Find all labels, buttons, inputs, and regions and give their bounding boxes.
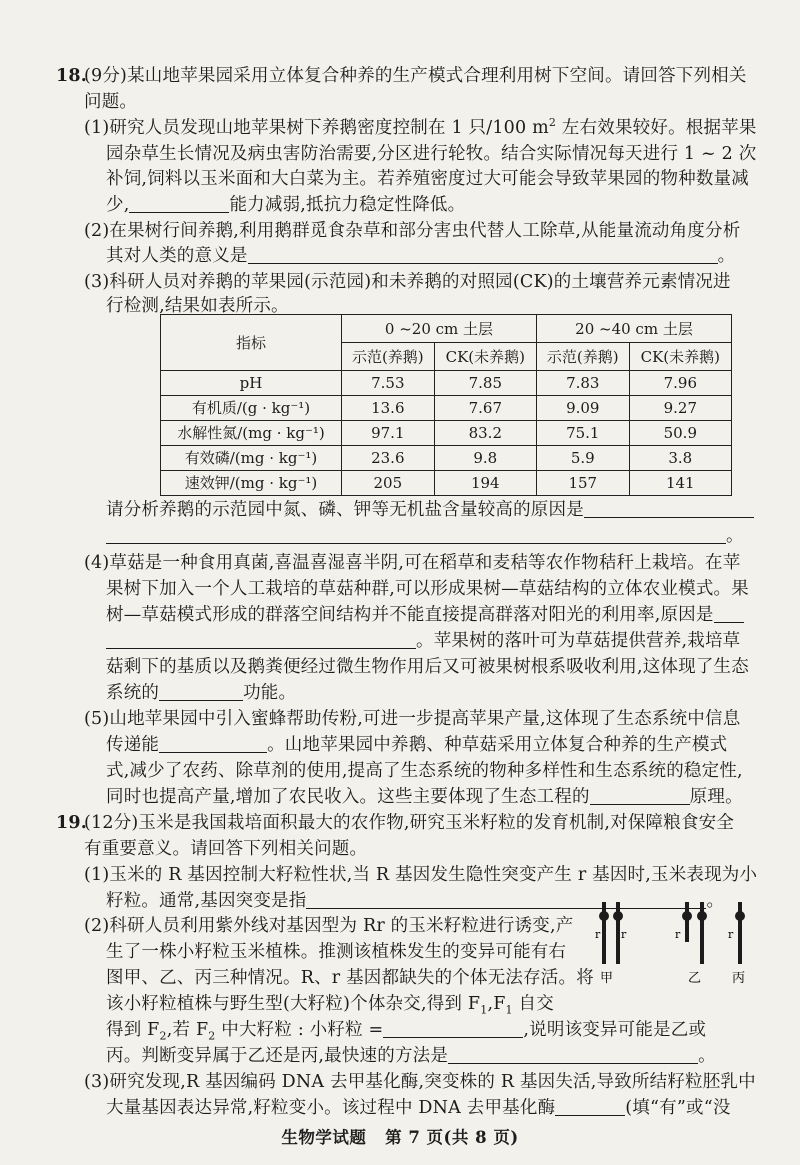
q18-p1-line4: 少, 能力减弱,抵抗力稳定性降低。	[106, 195, 466, 215]
q18-p4-line2: 果树下加入一个人工栽培的草菇种群,可以形成果树—草菇结构的立体农业模式。果	[106, 579, 749, 599]
label-jia: 甲	[600, 971, 614, 986]
q18-p4-line4: 。苹果树的落叶可为草菇提供营养,栽培草	[106, 629, 740, 653]
q18-p2-line1: (2)在果树行间养鹅,利用鹅群觅食杂草和部分害虫代替人工除草,从能量流动角度分析	[84, 221, 741, 241]
sub-ck: CK(未养鹅)	[434, 343, 536, 371]
q19-title-cont: 有重要意义。请回答下列相关问题。	[84, 839, 368, 859]
soil-nutrient-table	[160, 314, 732, 496]
table-row: pH 7.53 7.85 7.83 7.96	[161, 371, 732, 396]
q19-p2-line5: 得到 $F_2$,若 $F_2$ 中大籽粒 : 小籽粒 = ,说明该变异可能是乙或	[106, 1020, 707, 1043]
q19-p1-line1: (1)玉米的 R 基因控制大籽粒性状,当 R 基因发生隐性突变产生 r 基因时,玉米表现为小	[84, 865, 758, 885]
q18-p5-line2: 传递能 。山地苹果园中养鹅、种草菇采用立体复合种养的生产模式	[106, 735, 728, 755]
q19-p2-line4: 该小籽粒植株与野生型(大籽粒)个体杂交,得到 $F_1,F_1$ 自交	[106, 994, 554, 1017]
q18-number: 18.	[56, 66, 88, 86]
q19-p2-line1: (2)科研人员利用紫外线对基因型为 Rr 的玉米籽粒进行诱变,产	[84, 916, 574, 936]
q19-p2-line6: 丙。判断变异属于乙还是丙,最快速的方法是 。	[106, 1046, 716, 1066]
q18-p5-line3: 式,减少了农药、除草剂的使用,提高了生态系统的物种多样性和生态系统的稳定性,	[106, 761, 743, 781]
footer-subject: 生物学试题	[281, 1128, 367, 1147]
page-footer	[0, 1124, 800, 1148]
table-row: 有效磷/(mg · kg⁻¹) 23.6 9.8 5.9 3.8	[161, 446, 732, 471]
gene-label: r	[728, 928, 734, 941]
q18-p4-line5: 菇剩下的基质以及鹅粪便经过微生物作用后又可被果树根系吸收利用,这体现了生态	[106, 657, 749, 677]
answer-blank[interactable]	[590, 786, 690, 805]
answer-blank[interactable]	[106, 525, 726, 544]
q18-p1-line2: 园杂草生长情况及病虫害防治需要,分区进行轮牧。结合实际情况每天进行 1 ~ 2 次	[106, 144, 757, 164]
answer-blank[interactable]	[159, 734, 267, 753]
q18-p4-line3: 树—草菇模式形成的群落空间结构并不能直接提高群落对阳光的利用率,原因是	[106, 603, 744, 627]
sub-demo: 示范(养鹅)	[342, 343, 435, 371]
sub-ck: CK(未养鹅)	[629, 343, 731, 371]
answer-blank[interactable]	[159, 682, 243, 701]
q18-p2-line2: 其对人类的意义是 。	[106, 246, 736, 266]
chromosome-jia	[595, 902, 627, 964]
layer-0-20: 0 ~20 cm 土层	[342, 315, 537, 343]
label-yi: 乙	[688, 971, 702, 986]
q18-p1-line3: 补饲,饲料以玉米面和大白菜为主。若养殖密度过大可能会导致苹果园的物种数量减	[106, 169, 749, 189]
chromosome-yi	[675, 902, 707, 964]
q18-p3-line1: (3)科研人员对养鹅的苹果园(示范园)和未养鹅的对照园(CK)的土壤营养元素情况进	[84, 272, 731, 292]
table-row: 有机质/(g · kg⁻¹) 13.6 7.67 9.09 9.27	[161, 396, 732, 421]
answer-blank[interactable]	[383, 1019, 523, 1038]
q18-p4-line6: 系统的 功能。	[106, 683, 297, 703]
q19-p3-line2: 大量基因表达异常,籽粒变小。该过程中 DNA 去甲基化酶 (填“有”或“没	[106, 1098, 731, 1118]
gene-label: r	[621, 928, 627, 941]
q18-p3-line2: 行检测,结果如表所示。	[106, 296, 289, 316]
answer-blank[interactable]	[584, 499, 754, 518]
q19-number: 19.	[56, 813, 88, 833]
table-row: 速效钾/(mg · kg⁻¹) 205 194 157 141	[161, 471, 732, 496]
answer-blank[interactable]	[106, 630, 416, 649]
gene-label: r	[595, 928, 601, 941]
q19-p2-line2: 生了一株小籽粒玉米植株。推测该植株发生的变异可能有右	[106, 942, 567, 962]
gene-label: r	[675, 928, 681, 941]
q19-p3-line1: (3)研究发现,R 基因编码 DNA 去甲基化酶,突变株的 R 基因失活,导致所结籽粒胚乳中	[84, 1072, 756, 1092]
q18-p5-line4: 同时也提高产量,增加了农民收入。这些主要体现了生态工程的 原理。	[106, 787, 743, 807]
q19-title: (12分)玉米是我国栽培面积最大的农作物,研究玉米籽粒的发育机制,对保障粮食安全	[84, 813, 735, 833]
q18-p1-line1: (1)研究人员发现山地苹果树下养鹅密度控制在 1 只/100 $m^2$ 左右效果较好。根据苹果	[84, 116, 757, 138]
q19-p2-line3: 图甲、乙、丙三种情况。R、r 基因都缺失的个体无法存活。将	[106, 968, 594, 988]
label-bing: 丙	[732, 971, 746, 986]
chromosome-bing	[728, 902, 745, 964]
footer-page: 第 7 页(共 8 页)	[385, 1128, 519, 1147]
col-indicator: 指标	[161, 315, 342, 371]
answer-blank[interactable]	[714, 604, 744, 623]
answer-blank[interactable]	[555, 1097, 625, 1116]
answer-blank[interactable]	[448, 1045, 698, 1064]
chromosome-figure	[590, 898, 765, 988]
q18-title: (9分)某山地苹果园采用立体复合种养的生产模式合理利用树下空间。请回答下列相关	[84, 66, 747, 86]
q19-p1-line2: 籽粒。通常,基因突变是指 。	[106, 891, 725, 911]
q18-title-cont: 问题。	[84, 92, 138, 112]
q18-p5-line1: (5)山地苹果园中引入蜜蜂帮助传粉,可进一步提高苹果产量,这体现了生态系统中信息	[84, 709, 741, 729]
answer-blank[interactable]	[248, 245, 718, 264]
q18-p4-line1: (4)草菇是一种食用真菌,喜温喜湿喜半阴,可在稻草和麦秸等农作物秸秆上栽培。在苹	[84, 553, 741, 573]
answer-blank[interactable]	[129, 194, 229, 213]
sub-demo: 示范(养鹅)	[536, 343, 629, 371]
q18-p3-ask: 请分析养鹅的示范园中氮、磷、钾等无机盐含量较高的原因是	[106, 498, 754, 522]
layer-20-40: 20 ~40 cm 土层	[536, 315, 731, 343]
q18-p3-ask-cont: 。	[106, 524, 744, 548]
table-row: 水解性氮/(mg · kg⁻¹) 97.1 83.2 75.1 50.9	[161, 421, 732, 446]
